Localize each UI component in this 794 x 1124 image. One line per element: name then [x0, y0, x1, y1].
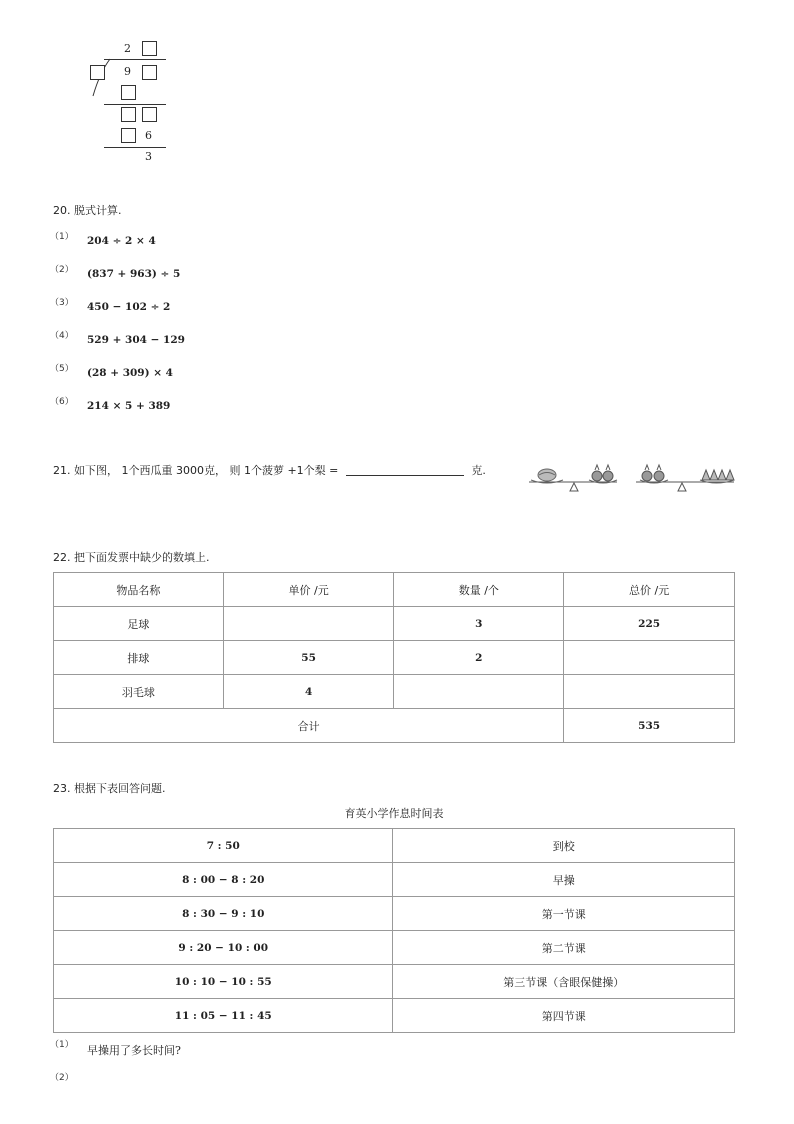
item-name-cell: 排球 — [54, 641, 224, 675]
blank-box[interactable] — [142, 41, 157, 56]
pineapple-icon — [654, 471, 664, 481]
dividend-digit: 9 — [124, 65, 131, 78]
subtraction-line — [104, 147, 166, 148]
table-row — [54, 829, 735, 863]
table-row — [54, 931, 735, 965]
result-digit: 6 — [145, 129, 152, 142]
remainder-digit: 3 — [145, 150, 152, 163]
table-header-row — [54, 573, 735, 607]
item-name-cell: 羽毛球 — [54, 675, 224, 709]
blank-box[interactable] — [121, 107, 136, 122]
sub-question-text: 早操用了多长时间? — [87, 1044, 181, 1057]
activity-cell: 早操 — [393, 863, 735, 897]
q21-unit: 克. — [471, 464, 486, 477]
table-caption: 育英小学作息时间表 — [344, 807, 444, 820]
q23-title: 23. 根据下表回答问题. — [53, 782, 166, 795]
table-total-row — [54, 709, 735, 743]
total-price-cell: 225 — [564, 607, 735, 641]
unit-price-cell: 55 — [223, 641, 394, 675]
fulcrum-icon — [678, 483, 686, 491]
table-row — [54, 897, 735, 931]
pineapple-icon — [642, 471, 652, 481]
time-cell: 8 : 30 − 9 : 10 — [54, 897, 393, 931]
pineapple-icon — [603, 471, 613, 481]
item-number: （4） — [50, 331, 74, 341]
time-cell: 10 : 10 − 10 : 55 — [54, 965, 393, 999]
item-number: （3） — [50, 298, 74, 308]
item-number: （6） — [50, 397, 74, 407]
blank-box[interactable] — [142, 107, 157, 122]
column-header: 单价 /元 — [223, 573, 394, 607]
blank-box[interactable] — [142, 65, 157, 80]
balance-scale-illustration — [527, 462, 619, 494]
blank-box[interactable] — [90, 65, 105, 80]
pineapple-icon — [592, 471, 602, 481]
expression: (28 + 309) × 4 — [87, 367, 173, 379]
table-row — [54, 607, 735, 641]
table-row — [54, 965, 735, 999]
blank-box[interactable] — [121, 85, 136, 100]
column-header: 数量 /个 — [394, 573, 564, 607]
item-name-cell: 足球 — [54, 607, 224, 641]
activity-cell: 第一节课 — [393, 897, 735, 931]
quantity-cell: 2 — [394, 641, 564, 675]
fulcrum-icon — [570, 483, 578, 491]
subtraction-line — [104, 104, 166, 105]
expression: 204 ÷ 2 × 4 — [87, 235, 156, 247]
item-number: （1） — [50, 1040, 74, 1050]
time-cell: 9 : 20 − 10 : 00 — [54, 931, 393, 965]
table-row — [54, 863, 735, 897]
time-cell: 8 : 00 − 8 : 20 — [54, 863, 393, 897]
column-header: 总价 /元 — [564, 573, 735, 607]
column-header: 物品名称 — [54, 573, 224, 607]
table-row — [54, 675, 735, 709]
blank-box[interactable] — [121, 128, 136, 143]
quantity-cell[interactable] — [394, 675, 564, 709]
watermelon-icon — [538, 469, 556, 481]
time-cell: 7 : 50 — [54, 829, 393, 863]
table-row — [54, 641, 735, 675]
item-number: （5） — [50, 364, 74, 374]
expression: 450 − 102 ÷ 2 — [87, 301, 171, 313]
total-label-cell: 合计 — [54, 709, 564, 743]
answer-blank[interactable] — [346, 475, 464, 476]
table-row — [54, 999, 735, 1033]
q20-title: 20. 脱式计算. — [53, 204, 122, 217]
pear-icon — [702, 470, 734, 480]
balance-scale-illustration — [634, 462, 736, 494]
schedule-table — [53, 828, 735, 1033]
total-price-cell[interactable] — [564, 641, 735, 675]
expression: (837 + 963) ÷ 5 — [87, 268, 181, 280]
activity-cell: 第四节课 — [393, 999, 735, 1033]
expression: 529 + 304 − 129 — [87, 334, 185, 346]
total-value-cell: 535 — [564, 709, 735, 743]
division-bar — [104, 59, 166, 60]
quotient-digit: 2 — [124, 42, 131, 55]
quantity-cell: 3 — [394, 607, 564, 641]
invoice-table — [53, 572, 735, 743]
item-number: （1） — [50, 232, 74, 242]
q22-title: 22. 把下面发票中缺少的数填上. — [53, 551, 210, 564]
item-number: （2） — [50, 265, 74, 275]
total-price-cell[interactable] — [564, 675, 735, 709]
item-number: （2） — [50, 1073, 74, 1083]
unit-price-cell[interactable] — [223, 607, 394, 641]
activity-cell: 到校 — [393, 829, 735, 863]
expression: 214 × 5 + 389 — [87, 400, 171, 412]
unit-price-cell: 4 — [223, 675, 394, 709]
time-cell: 11 : 05 − 11 : 45 — [54, 999, 393, 1033]
activity-cell: 第三节课（含眼保健操） — [393, 965, 735, 999]
q21-text: 21. 如下图， 1个西瓜重 3000克， 则 1个菠萝 +1个梨 = — [53, 464, 339, 477]
q21-title — [53, 462, 486, 478]
activity-cell: 第二节课 — [393, 931, 735, 965]
